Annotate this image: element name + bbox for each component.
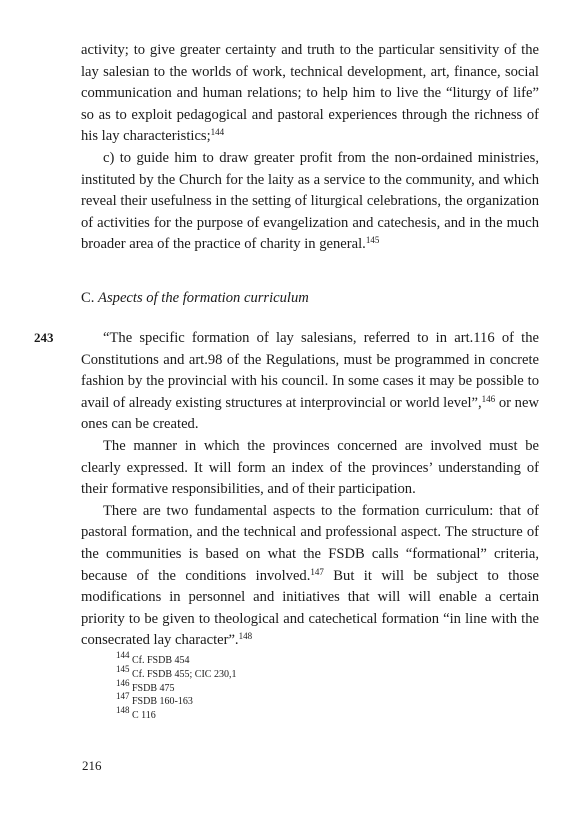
paragraph-text: activity; to give greater certainty and truth to the particular sensitivity of the lay salesian to the worlds of work, technical development, art, finance, social communication and human relations; to help him to live the “liturgy of life” so as to exploit pedagogical and pastoral experiences through the richness of his lay characteristics; — [81, 42, 539, 145]
section-title: Aspects of the formation curriculum — [98, 290, 309, 306]
margin-number: 243 — [34, 330, 54, 345]
paragraph-text: or new ones can be created. — [81, 394, 539, 433]
section-letter: C. — [81, 290, 95, 306]
footnote: $^{148}$ C 116 — [116, 705, 156, 722]
section-heading — [81, 288, 539, 310]
paragraph-2 — [81, 436, 539, 501]
paragraph-text: There are two fundamental aspects to the formation curriculum: that of pastoral formation, and the technical and professional aspect. The structure of the communities is based on what the FSDB calls “formational” criteria, because of the conditions involved. — [81, 502, 539, 584]
paragraph-text: “The specific formation of lay salesians, referred to in art.116 of the Constitutions and art.98 of the Regulations, must be programmed in concrete fashion by the provincial with his council. In some cases it may be possible to avail of already existing structures at interprovincial or world level”, — [81, 330, 539, 411]
paragraph-item-c — [81, 148, 539, 256]
paragraph-text: c) to guide him to draw greater profit from the non-ordained ministries, instituted by the Church for the laity as a service to the community, and which reveal their usefulness in the setting of liturgical celebrations, the organization of activities for the purpose of evangelization and catechesis, and in the much broader area of the practice of charity in general. — [81, 149, 539, 253]
footnote: $^{144}$ Cf. FSDB 454 — [116, 650, 190, 666]
paragraph-1 — [81, 328, 539, 436]
paragraph-continuation — [81, 40, 539, 148]
footnote-ref: 145 — [365, 235, 380, 246]
footnote: $^{146}$ FSDB 475 — [116, 677, 175, 694]
footnote: $^{147}$ FSDB 160-163 — [116, 691, 193, 708]
text-block-top — [81, 40, 539, 256]
footnote-ref: 147 — [310, 566, 324, 577]
page-number: 216 — [82, 758, 102, 773]
paragraph-3 — [81, 501, 539, 652]
footnotes — [116, 650, 237, 723]
footnote-ref: 148 — [238, 631, 253, 642]
footnote-ref: 146 — [481, 393, 496, 404]
footnote: $^{145}$ Cf. FSDB 455; CIC 230,1 — [116, 663, 237, 680]
paragraph-text: The manner in which the provinces concerned are involved must be clearly expressed. It will form an index of the provinces’ understanding of their formative responsibilities, and of their participation. — [81, 437, 539, 498]
paragraph-text: But it will be subject to those modifications in personnel and initiatives that will will enable a certain priority to be given to theological and catechetical formation “in line with the consecrated lay character”. — [81, 567, 539, 649]
text-block-main — [81, 328, 539, 652]
footnote-ref: 144 — [210, 127, 225, 138]
